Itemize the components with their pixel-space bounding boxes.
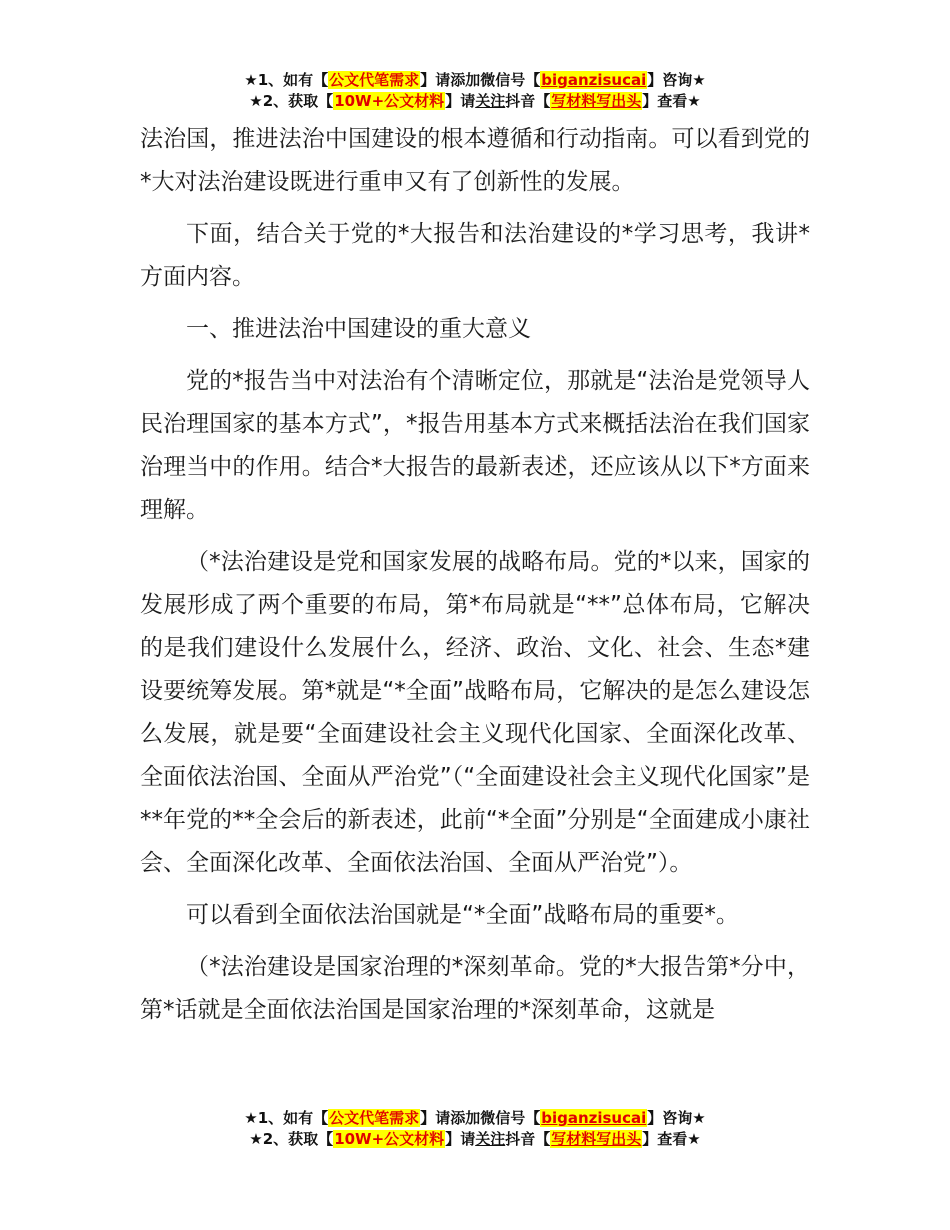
paragraph: 法治国，推进法治中国建设的根本遵循和行动指南。可以看到党的*大对法治建设既进行重申又有了创新性的发展。 [140, 126, 810, 195]
banner-underlined: 关注 [475, 92, 506, 110]
banner-text: 抖音【 [505, 1130, 551, 1148]
section-heading: 一、推进法治中国建设的重大意义 [186, 316, 531, 342]
header-banner [0, 70, 950, 112]
banner-text: ★1、如有【 [244, 1109, 329, 1127]
banner-text: ★2、获取【 [249, 92, 334, 110]
banner-wechat-id: biganzisucai [541, 1109, 647, 1127]
banner-wechat-id: biganzisucai [541, 71, 647, 89]
paragraph: （*法治建设是党和国家发展的战略布局。党的*以来，国家的发展形成了两个重要的布局，第*布局就是“**”总体布局，它解决的是我们建设什么发展什么，经济、政治、文化、社会、生态*建设要统筹发展。第*就是“*全面”战略布局，它解决的是怎么建设怎么发展，就是要“全面建设社会主义现代化国家、全面深化改革、全面依法治国、全面从严治党”（“全面建设社会主义现代化国家”是**年党的**全会后的新表述，此前“*全面”分别是“全面建成小康社会、全面深化改革、全面依法治国、全面从严治党”）。 [140, 549, 810, 876]
banner-text: 】查看★ [642, 1130, 701, 1148]
banner-text: 】查看★ [642, 92, 701, 110]
banner-highlight: 写材料写出头 [551, 92, 642, 110]
banner-text: ★1、如有【 [244, 71, 329, 89]
banner-line-1 [0, 1108, 950, 1129]
banner-line-2 [0, 91, 950, 112]
banner-text: 】请添加微信号【 [420, 71, 541, 89]
paragraph: 下面，结合关于党的*大报告和法治建设的*学习思考，我讲*方面内容。 [140, 221, 810, 290]
banner-text: 】请 [445, 92, 476, 110]
banner-text: 】咨询★ [647, 1109, 706, 1127]
banner-highlight: 10W+公文材料 [334, 1130, 445, 1148]
banner-highlight: 10W+公文材料 [334, 92, 445, 110]
banner-text: ★2、获取【 [249, 1130, 334, 1148]
banner-underlined: 关注 [475, 1130, 506, 1148]
footer-banner [0, 1108, 950, 1150]
banner-text: 】咨询★ [647, 71, 706, 89]
paragraph: （*法治建设是国家治理的*深刻革命。党的*大报告第*分中，第*话就是全面依法治国是国家治理的*深刻革命，这就是 [140, 954, 810, 1023]
banner-line-2 [0, 1129, 950, 1150]
banner-highlight: 写材料写出头 [551, 1130, 642, 1148]
banner-line-1 [0, 70, 950, 91]
banner-highlight: 公文代笔需求 [329, 71, 420, 89]
paragraph: 党的*报告当中对法治有个清晰定位，那就是“法治是党领导人民治理国家的基本方式”，*报告用基本方式来概括法治在我们国家治理当中的作用。结合*大报告的最新表述，还应该从以下*方面来理解。 [140, 368, 810, 523]
document-body [140, 118, 810, 1041]
banner-text: 】请 [445, 1130, 476, 1148]
banner-text: 抖音【 [505, 92, 551, 110]
paragraph: 可以看到全面依法治国就是“*全面”战略布局的重要*。 [186, 902, 739, 928]
banner-highlight: 公文代笔需求 [329, 1109, 420, 1127]
banner-text: 】请添加微信号【 [420, 1109, 541, 1127]
